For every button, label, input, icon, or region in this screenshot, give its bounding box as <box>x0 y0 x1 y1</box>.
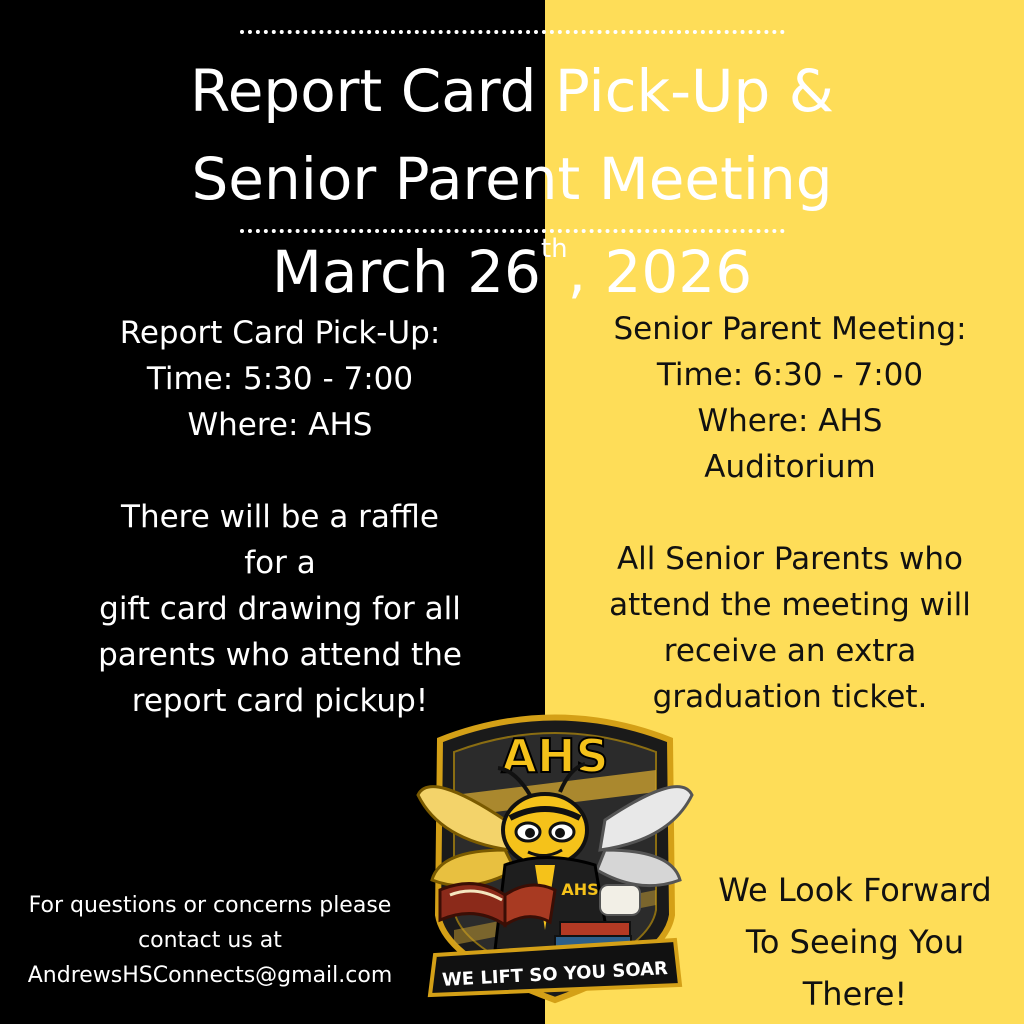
event-date <box>0 234 1024 306</box>
closing-line: There! <box>802 975 908 1013</box>
contact-info <box>0 888 420 993</box>
senior-note-line: receive an extra <box>663 633 917 669</box>
title-line-1: Report Card Pick-Up & <box>190 57 834 125</box>
date-month-day: March 26 <box>271 238 541 306</box>
senior-meeting-time: Time: 6:30 - 7:00 <box>656 357 924 393</box>
senior-note-line: All Senior Parents who <box>616 541 964 577</box>
closing-message <box>690 864 1020 1020</box>
contact-line: For questions or concerns please <box>28 893 392 918</box>
report-card-details <box>40 310 520 724</box>
raffle-line: parents who attend the <box>98 637 462 673</box>
top-dotted-divider <box>240 30 785 34</box>
closing-line: To Seeing You <box>745 923 965 961</box>
logo-jacket-letters: AHS <box>561 880 599 899</box>
contact-line: contact us at <box>138 928 282 953</box>
logo-ahs-letters: AHS <box>501 729 609 783</box>
ahs-hornet-mascot-logo <box>410 700 700 1005</box>
senior-note-line: attend the meeting will <box>609 587 971 623</box>
raffle-line: report card pickup! <box>131 683 429 719</box>
raffle-line: for a <box>244 545 316 581</box>
senior-meeting-location: Auditorium <box>704 449 876 485</box>
senior-meeting-details <box>565 306 1015 720</box>
senior-meeting-location: Where: AHS <box>697 403 883 439</box>
middle-dotted-divider <box>240 229 785 233</box>
report-card-heading: Report Card Pick-Up: <box>119 315 441 351</box>
title-line-2: Senior Parent Meeting <box>191 145 833 213</box>
senior-meeting-heading: Senior Parent Meeting: <box>613 311 967 347</box>
raffle-line: There will be a raffle <box>121 499 439 535</box>
logo-banner-motto: WE LIFT SO YOU SOAR <box>441 958 669 991</box>
raffle-line: gift card drawing for all <box>99 591 461 627</box>
senior-note-line: graduation ticket. <box>652 679 928 715</box>
date-year: , 2026 <box>567 238 753 306</box>
contact-email: AndrewsHSConnects@gmail.com <box>27 963 393 988</box>
closing-line: We Look Forward <box>718 871 992 909</box>
report-card-location: Where: AHS <box>187 407 373 443</box>
date-ordinal-suffix: th <box>540 234 568 264</box>
report-card-time: Time: 5:30 - 7:00 <box>146 361 414 397</box>
